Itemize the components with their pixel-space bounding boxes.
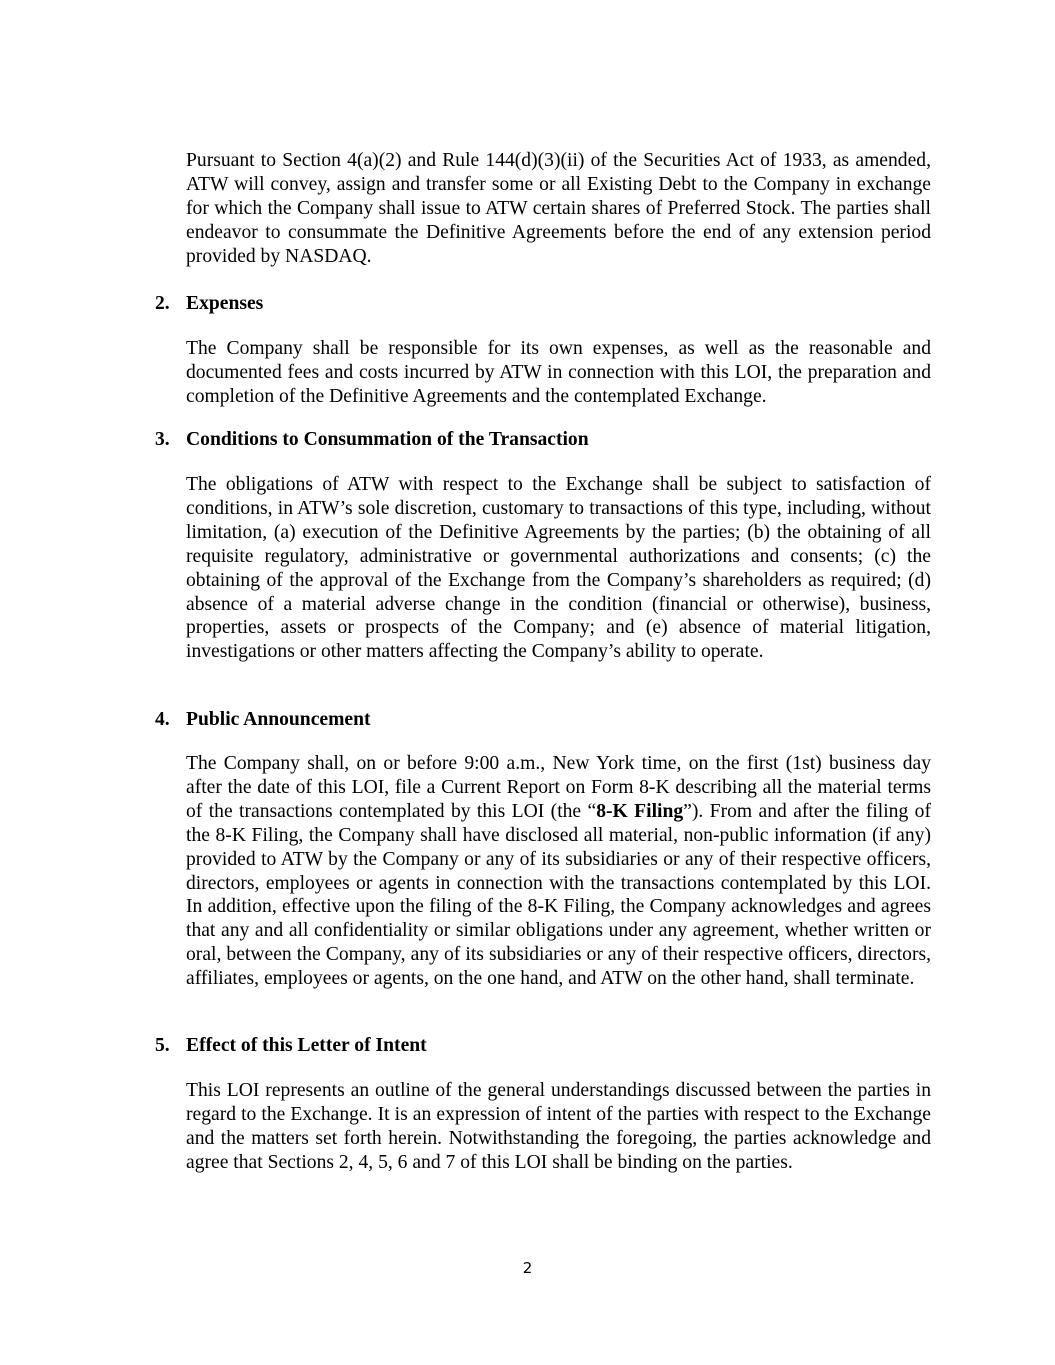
section-2-number: 2. [155, 293, 170, 314]
defined-term-8k-filing: 8-K Filing [596, 800, 684, 822]
section-4-number: 4. [155, 709, 170, 730]
section-2-title: Expenses [186, 293, 264, 314]
section-4-body-text: The Company shall, on or before 9:00 a.m., New York time, on the first (1st) business day after the date of this LOI, file a Current Report on Form 8-K describing all the material terms of the transactions contemplated by this LOI (the “ [186, 753, 931, 822]
section-2-body: The Company shall be responsible for its own expenses, as well as the reasonable and documented fees and costs incurred by ATW in connection with this LOI, the preparation and completion of the Definitive Agreements and the contemplated Exchange. [186, 338, 931, 407]
intro-paragraph: Pursuant to Section 4(a)(2) and Rule 144(d)(3)(ii) of the Securities Act of 1933, as amended, ATW will convey, assign and transfer some or all Existing Debt to the Company in exchange for which the Company shall issue to ATW certain shares of Preferred Stock. The parties shall endeavor to consummate the Definitive Agreements before the end of any extension period provided by NASDAQ. [186, 150, 931, 267]
section-3-body: The obligations of ATW with respect to the Exchange shall be subject to satisfaction of conditions, in ATW’s sole discretion, customary to transactions of this type, including, without limitation, (a) execution of the Definitive Agreements by the parties; (b) the obtaining of all requisite regulatory, administrative or governmental authorizations and consents; (c) the obtaining of the approval of the Exchange from the Company’s shareholders as required; (d) absence of a material adverse change in the condition (financial or otherwise), business, properties, assets or prospects of the Company; and (e) absence of material litigation, investigations or other matters affecting the Company’s ability to operate. [186, 474, 931, 663]
section-2-heading [155, 292, 263, 316]
section-4-body-text-continued: ”). From and after the filing of the 8-K Filing, the Company shall have disclosed all material, non-public information (if any) provided to ATW by the Company or any of its subsidiaries or any of their respective officers, directors, employees or agents in connection with the transactions contemplated by this LOI. In addition, effective upon the filing of the 8-K Filing, the Company acknowledges and agrees that any and all confidentiality or similar obligations under any agreement, whether written or oral, between the Company, any of its subsidiaries or any of their respective officers, directors, affiliates, employees or agents, on the one hand, and ATW on the other hand, shall terminate. [186, 800, 931, 990]
section-5-number: 5. [155, 1035, 170, 1056]
section-3-title: Conditions to Consummation of the Transaction [186, 429, 589, 450]
section-5-title: Effect of this Letter of Intent [186, 1035, 427, 1056]
section-5-body: This LOI represents an outline of the general understandings discussed between the parties in regard to the Exchange. It is an expression of intent of the parties with respect to the Exchange and the matters set forth herein. Notwithstanding the foregoing, the parties acknowledge and agree that Sections 2, 4, 5, 6 and 7 of this LOI shall be binding on the parties. [186, 1080, 931, 1173]
section-4-heading [155, 708, 371, 732]
section-3-number: 3. [155, 429, 170, 450]
page-number: 2 [522, 1259, 533, 1277]
section-4-title: Public Announcement [186, 709, 371, 730]
section-3-heading [155, 428, 589, 452]
section-5-heading [155, 1034, 427, 1058]
section-4-body [186, 752, 931, 991]
